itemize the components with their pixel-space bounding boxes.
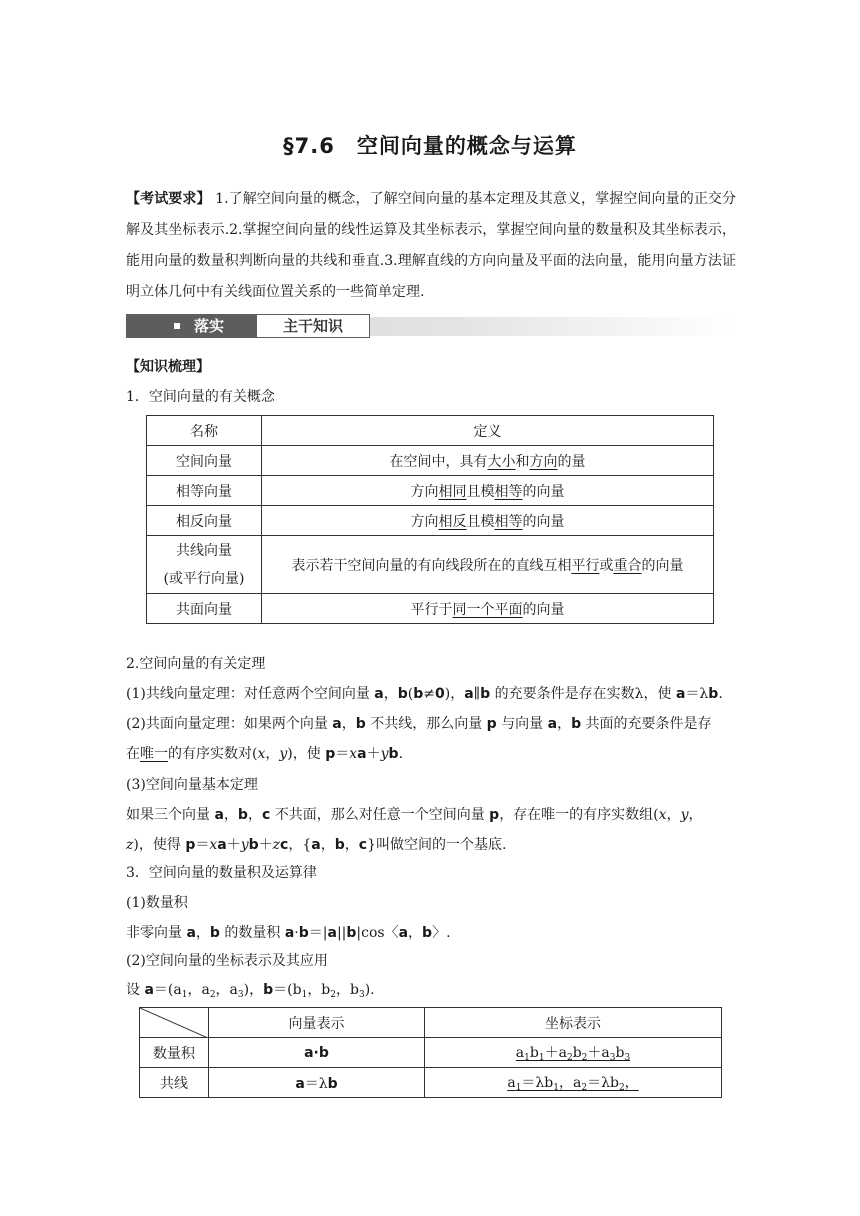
section-number: §7.6	[283, 134, 335, 158]
row-coordinate: $a_1b_1+a_2b_2+a_3b_3$	[425, 1038, 722, 1068]
table-row	[147, 594, 714, 624]
banner-dark-text: 落实	[194, 317, 225, 335]
table-row	[147, 506, 714, 536]
row-definition: 方向相反且模相等的向量	[262, 506, 714, 536]
banner-light-label: 主干知识	[256, 314, 370, 338]
table-row	[147, 536, 714, 594]
table-header-row	[140, 1008, 722, 1038]
row-name: 共面向量	[147, 594, 262, 624]
exam-requirements	[126, 184, 736, 308]
row-vector: a·b	[209, 1038, 425, 1068]
row-coordinate: $a_1=\lambda b_1$，$a_2=\lambda b_2$，	[425, 1068, 722, 1098]
diagonal-line	[140, 1008, 208, 1038]
header-coordinate: 坐标表示	[425, 1008, 722, 1038]
requirements-text: 1.了解空间向量的概念，了解空间向量的基本定理及其意义，掌握空间向量的正交分解及其坐标表示.2.掌握空间向量的线性运算及其坐标表示，掌握空间向量的数量积及其坐标表示，能用向量的数量积判断向量的共线和垂直.3.理解直线的方向向量及平面的法向量，能用向量方法证明立体几何中有关线面位置关系的一些简单定理.	[126, 191, 737, 300]
collinear-theorem: (1)共线向量定理：对任意两个空间向量 a，b(b≠0)，a∥b 的充要条件是存在实数λ，使 a＝λb.	[126, 686, 723, 702]
table-header-row	[147, 416, 714, 446]
table-row	[140, 1038, 722, 1068]
row-name: 数量积	[140, 1038, 209, 1068]
square-icon	[174, 323, 180, 329]
coordinate-title: (2)空间向量的坐标表示及其应用	[126, 953, 328, 969]
basis-theorem-line2: z)，使得 p＝xa＋yb＋zc，{a，b，c}叫做空间的一个基底.	[126, 837, 507, 853]
page-title	[0, 130, 860, 160]
row-definition: 在空间中，具有大小和方向的量	[262, 446, 714, 476]
section1-title: 1．空间向量的有关概念	[126, 389, 275, 405]
dot-product-title: (1)数量积	[126, 895, 188, 911]
diagonal-header-cell	[140, 1008, 209, 1038]
table-row	[140, 1068, 722, 1098]
coordinate-table	[139, 1007, 722, 1098]
row-name: 共线	[140, 1068, 209, 1098]
row-name: 相等向量	[147, 476, 262, 506]
section2-title: 2.空间向量的有关定理	[126, 656, 266, 672]
basis-theorem-title: (3)空间向量基本定理	[126, 777, 258, 793]
section3-title: 3．空间向量的数量积及运算律	[126, 865, 317, 881]
basis-theorem-line1: 如果三个向量 a，b，c 不共面，那么对任意一个空间向量 p，存在唯一的有序实数组(x，y，	[126, 807, 703, 823]
row-name: 空间向量	[147, 446, 262, 476]
row-definition: 方向相同且模相等的向量	[262, 476, 714, 506]
dot-product-definition: 非零向量 a，b 的数量积 a·b＝|a||b|cos〈a，b〉.	[126, 925, 451, 941]
title-text: 空间向量的概念与运算	[356, 134, 577, 158]
concepts-table	[146, 415, 714, 624]
row-vector: a＝λb	[209, 1068, 425, 1098]
row-definition: 表示若干空间向量的有向线段所在的直线互相平行或重合的向量	[262, 536, 714, 594]
row-definition: 平行于同一个平面的向量	[262, 594, 714, 624]
header-definition: 定义	[262, 416, 714, 446]
row-name: 相反向量	[147, 506, 262, 536]
row-name: 共线向量 (或平行向量)	[147, 536, 262, 594]
banner-dark-label	[126, 314, 256, 338]
knowledge-heading: 【知识梳理】	[126, 359, 210, 375]
table-row	[147, 476, 714, 506]
coplanar-theorem-line2: 在唯一的有序实数对(x，y)，使 p＝xa＋yb.	[126, 746, 404, 762]
coordinate-setup: 设 $a=(a_1$，$a_2$，$a_3$)，$b=(b_1$，$b_2$，$b_3$).	[126, 982, 375, 1000]
table-row	[147, 446, 714, 476]
section-banner	[126, 314, 734, 338]
coplanar-theorem-line1: (2)共面向量定理：如果两个向量 a，b 不共线，那么向量 p 与向量 a，b 共面的充要条件是存	[126, 716, 712, 732]
header-name: 名称	[147, 416, 262, 446]
requirements-tag: 【考试要求】	[126, 191, 211, 207]
header-vector: 向量表示	[209, 1008, 425, 1038]
